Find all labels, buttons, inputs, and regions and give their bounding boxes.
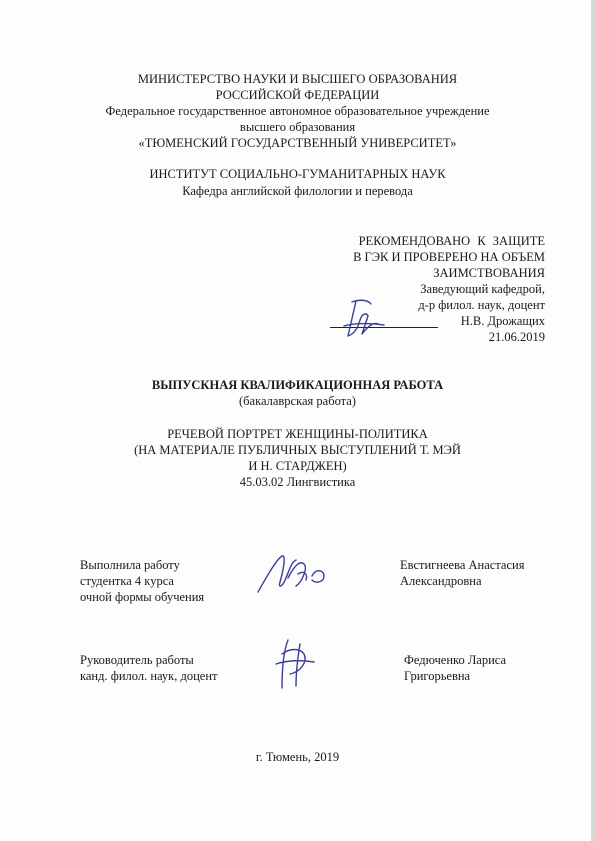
supervisor-name-line-2: Григорьевна xyxy=(404,669,471,683)
approval-line-3: ЗАИМСТВОВАНИЯ xyxy=(433,266,545,280)
author-role-line-1: Выполнила работу xyxy=(80,558,180,572)
author-role-line-3: очной формы обучения xyxy=(80,590,205,604)
department-name: Кафедра английской филологии и перевода xyxy=(182,184,413,198)
supervisor-name-line-1: Федюченко Лариса xyxy=(404,653,507,667)
institution-line-1: Федеральное государственное автономное образовательное учреждение xyxy=(105,104,490,118)
work-title-line-3: И Н. СТАРДЖЕН) xyxy=(248,459,347,473)
institute-name: ИНСТИТУТ СОЦИАЛЬНО-ГУМАНИТАРНЫХ НАУК xyxy=(149,167,446,181)
university-name: «ТЮМЕНСКИЙ ГОСУДАРСТВЕННЫЙ УНИВЕРСИТЕТ» xyxy=(138,136,457,150)
city-year: г. Тюмень, 2019 xyxy=(255,750,340,764)
scan-edge xyxy=(591,0,595,841)
author-name-line-2: Александровна xyxy=(400,574,482,588)
work-specialty-code: 45.03.02 Лингвистика xyxy=(239,475,356,489)
supervisor-role-line-2: канд. филол. наук, доцент xyxy=(80,669,218,683)
head-signature-icon xyxy=(338,296,388,340)
approval-line-1: РЕКОМЕНДОВАНО К ЗАЩИТЕ xyxy=(358,234,545,248)
head-title: Заведующий кафедрой, xyxy=(420,282,545,296)
ministry-line-1: МИНИСТЕРСТВО НАУКИ И ВЫСШЕГО ОБРАЗОВАНИЯ xyxy=(137,72,458,86)
work-title-line-2: (НА МАТЕРИАЛЕ ПУБЛИЧНЫХ ВЫСТУПЛЕНИЙ Т. МЭЙ xyxy=(134,443,461,457)
supervisor-signature-icon xyxy=(270,636,320,692)
approval-line-2: В ГЭК И ПРОВЕРЕНО НА ОБЪЕМ xyxy=(353,250,545,264)
institution-line-2: высшего образования xyxy=(239,120,356,134)
head-name: Н.В. Дрожащих xyxy=(460,314,545,328)
supervisor-role-line-1: Руководитель работы xyxy=(80,653,194,667)
author-role-line-2: студентка 4 курса xyxy=(80,574,174,588)
approval-date: 21.06.2019 xyxy=(488,330,545,344)
author-signature-icon xyxy=(252,548,332,598)
work-subtype: (бакалаврская работа) xyxy=(239,394,356,408)
ministry-line-2: РОССИЙСКОЙ ФЕДЕРАЦИИ xyxy=(215,88,380,102)
author-name-line-1: Евстигнеева Анастасия xyxy=(400,558,525,572)
work-title-line-1: РЕЧЕВОЙ ПОРТРЕТ ЖЕНЩИНЫ-ПОЛИТИКА xyxy=(167,427,428,441)
work-type: ВЫПУСКНАЯ КВАЛИФИКАЦИОННАЯ РАБОТА xyxy=(151,378,444,392)
head-degree: д-р филол. наук, доцент xyxy=(418,298,545,312)
